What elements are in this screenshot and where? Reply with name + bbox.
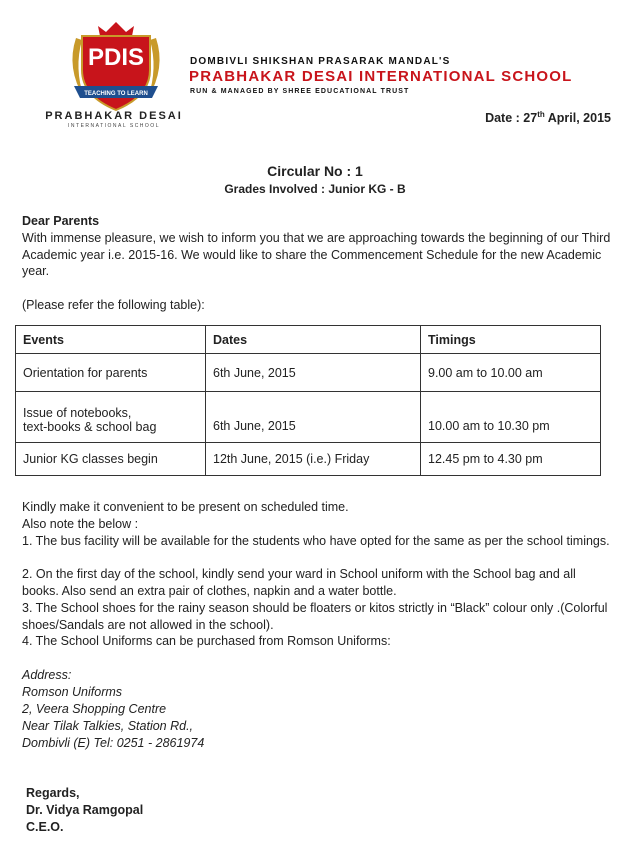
table-row [16, 392, 601, 443]
address-line: Dombivli (E) Tel: 0251 - 2861974 [22, 736, 205, 750]
point-3: 3. The School shoes for the rainy season should be floaters or kitos strictly in “Black” colour only .(Colorful shoes/Sandals are not allowed in the school). [22, 601, 608, 632]
header-timings: Timings [421, 326, 601, 354]
regards: Regards, [26, 786, 80, 800]
timing-cell: 10.00 am to 10.30 pm [421, 392, 601, 443]
refer-note: (Please refer the following table): [22, 298, 205, 312]
kindly-note: Kindly make it convenient to be present on scheduled time. [22, 500, 349, 514]
trust-line: RUN & MANAGED BY SHREE EDUCATIONAL TRUST [190, 88, 410, 95]
address-line: Romson Uniforms [22, 685, 123, 699]
event-cell: Orientation for parents [16, 354, 206, 392]
point-1: 1. The bus facility will be available for the students who have opted for the same as per the school timings. [22, 534, 610, 548]
schedule-table [15, 325, 601, 476]
date-cell: 6th June, 2015 [206, 354, 421, 392]
svg-text:TEACHING TO LEARN: TEACHING TO LEARN [84, 91, 148, 97]
signatory-name: Dr. Vidya Ramgopal [26, 803, 144, 817]
table-header-row [16, 326, 601, 354]
address-line: Near Tilak Talkies, Station Rd., [22, 719, 194, 733]
point-2: 2. On the first day of the school, kindly send your ward in School uniform with the School bag and all books. Also send an extra pair of clothes, napkin and a water bottle. [22, 567, 576, 598]
timing-cell: 9.00 am to 10.00 am [421, 354, 601, 392]
intro-paragraph: With immense pleasure, we wish to inform you that we are approaching towards the beginning of our Third Academic year i.e. 2015-16. We would like to share the Commencement Schedule for the new Academic year. [22, 231, 611, 279]
circular-title: Circular No : 1 [267, 163, 363, 179]
school-logo [62, 18, 170, 118]
also-note: Also note the below : [22, 517, 139, 531]
timing-cell: 12.45 pm to 4.30 pm [421, 443, 601, 476]
grades-involved: Grades Involved : Junior KG - B [224, 182, 406, 196]
signatory-title: C.E.O. [26, 820, 64, 834]
header-dates: Dates [206, 326, 421, 354]
point-4: 4. The School Uniforms can be purchased from Romson Uniforms: [22, 634, 391, 648]
table-row [16, 443, 601, 476]
mandal-name: DOMBIVLI SHIKSHAN PRASARAK MANDAL'S [190, 56, 451, 67]
event-cell: Issue of notebooks, text-books & school bag [16, 392, 206, 443]
circular-date: Date : 27th April, 2015 [485, 110, 611, 126]
table-row [16, 354, 601, 392]
event-cell: Junior KG classes begin [16, 443, 206, 476]
svg-text:PDIS: PDIS [87, 44, 145, 71]
logo-subtitle: INTERNATIONAL SCHOOL [68, 123, 160, 129]
salutation: Dear Parents [22, 214, 100, 228]
date-cell: 6th June, 2015 [206, 392, 421, 443]
address-line: 2, Veera Shopping Centre [22, 702, 167, 716]
school-name: PRABHAKAR DESAI INTERNATIONAL SCHOOL [189, 68, 573, 85]
date-cell: 12th June, 2015 (i.e.) Friday [206, 443, 421, 476]
logo-name: PRABHAKAR DESAI [45, 110, 183, 122]
header-events: Events [16, 326, 206, 354]
address-label: Address: [22, 668, 72, 682]
